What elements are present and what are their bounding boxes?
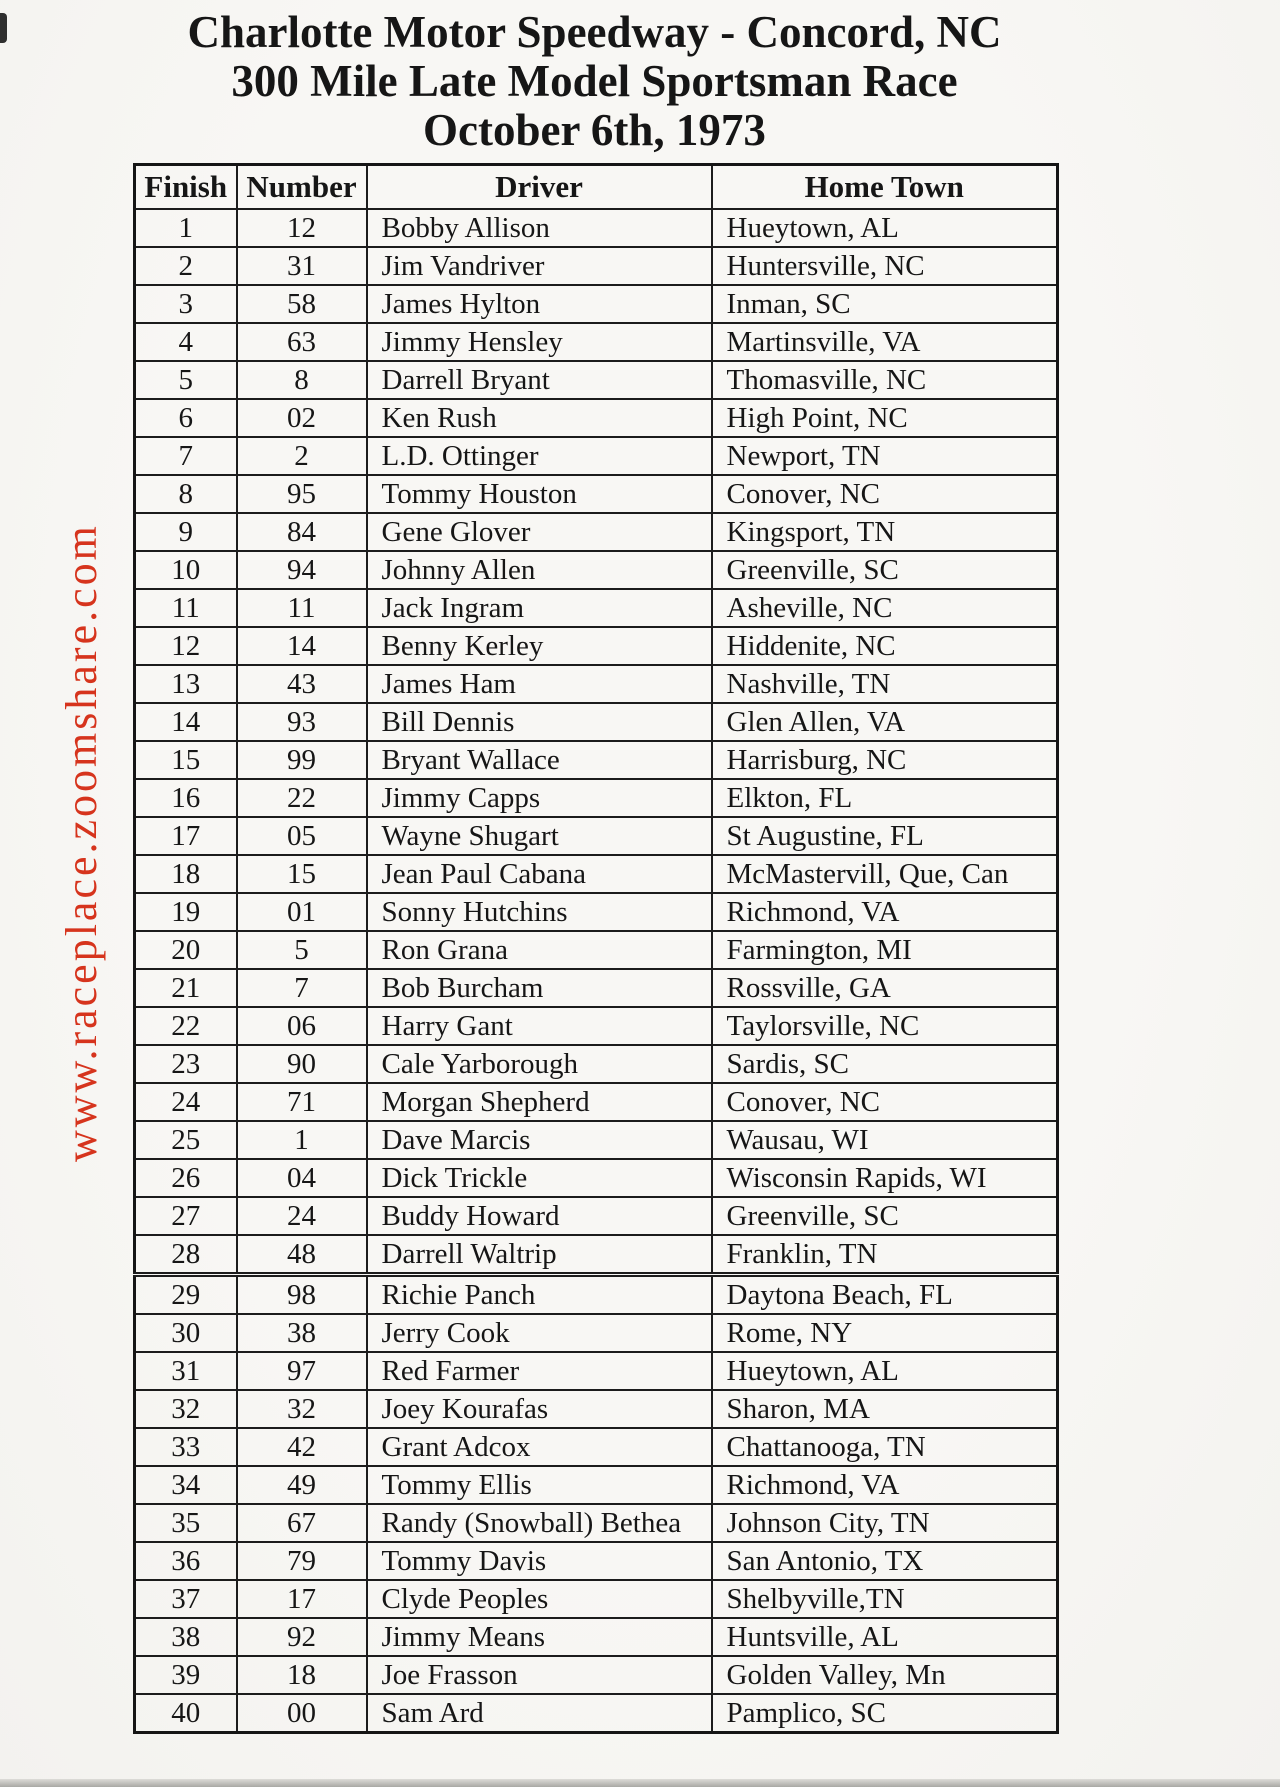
number-cell: 18	[237, 1656, 367, 1694]
title-line-race: 300 Mile Late Model Sportsman Race	[231, 56, 958, 106]
table-row	[135, 1083, 1058, 1121]
driver-cell: Jimmy Means	[367, 1618, 712, 1656]
number-cell: 38	[237, 1314, 367, 1352]
table-row	[135, 931, 1058, 969]
number-cell: 12	[237, 209, 367, 247]
driver-cell: Jack Ingram	[367, 589, 712, 627]
table-row	[135, 361, 1058, 399]
number-cell: 48	[237, 1235, 367, 1275]
table-row	[135, 1656, 1058, 1694]
number-cell: 32	[237, 1390, 367, 1428]
home-town-cell: Inman, SC	[712, 285, 1058, 323]
home-town-cell: Kingsport, TN	[712, 513, 1058, 551]
finish-cell: 28	[135, 1235, 237, 1275]
table-row	[135, 1428, 1058, 1466]
title-line-track: Charlotte Motor Speedway - Concord, NC	[187, 7, 1002, 57]
table-row	[135, 665, 1058, 703]
home-town-cell: Harrisburg, NC	[712, 741, 1058, 779]
title-line-date: October 6th, 1973	[423, 105, 766, 155]
number-cell: 94	[237, 551, 367, 589]
driver-cell: Jimmy Capps	[367, 779, 712, 817]
driver-cell: Richie Panch	[367, 1275, 712, 1315]
table-row	[135, 1121, 1058, 1159]
home-town-cell: Huntsville, AL	[712, 1618, 1058, 1656]
driver-cell: Clyde Peoples	[367, 1580, 712, 1618]
home-town-cell: Johnson City, TN	[712, 1504, 1058, 1542]
number-cell: 43	[237, 665, 367, 703]
home-town-cell: Chattanooga, TN	[712, 1428, 1058, 1466]
watermark-url: www.raceplace.zoomshare.com	[57, 523, 106, 1162]
driver-cell: Cale Yarborough	[367, 1045, 712, 1083]
finish-cell: 23	[135, 1045, 237, 1083]
driver-cell: Ken Rush	[367, 399, 712, 437]
number-cell: 00	[237, 1694, 367, 1733]
finish-cell: 1	[135, 209, 237, 247]
finish-cell: 29	[135, 1275, 237, 1315]
home-town-cell: Franklin, TN	[712, 1235, 1058, 1275]
number-cell: 14	[237, 627, 367, 665]
driver-cell: Ron Grana	[367, 931, 712, 969]
driver-cell: Jerry Cook	[367, 1314, 712, 1352]
driver-cell: Randy (Snowball) Bethea	[367, 1504, 712, 1542]
finish-cell: 16	[135, 779, 237, 817]
table-header-row	[135, 165, 1058, 210]
number-cell: 67	[237, 1504, 367, 1542]
table-row	[135, 969, 1058, 1007]
driver-cell: Jimmy Hensley	[367, 323, 712, 361]
driver-cell: Sam Ard	[367, 1694, 712, 1733]
number-cell: 02	[237, 399, 367, 437]
number-cell: 24	[237, 1197, 367, 1235]
number-cell: 22	[237, 779, 367, 817]
finish-cell: 26	[135, 1159, 237, 1197]
driver-cell: James Ham	[367, 665, 712, 703]
driver-cell: Joe Frasson	[367, 1656, 712, 1694]
finish-cell: 39	[135, 1656, 237, 1694]
driver-cell: Tommy Ellis	[367, 1466, 712, 1504]
number-cell: 93	[237, 703, 367, 741]
number-cell: 63	[237, 323, 367, 361]
table-row	[135, 513, 1058, 551]
table-row	[135, 247, 1058, 285]
driver-cell: Darrell Waltrip	[367, 1235, 712, 1275]
table-row	[135, 1390, 1058, 1428]
finish-cell: 37	[135, 1580, 237, 1618]
table-row	[135, 893, 1058, 931]
driver-cell: Darrell Bryant	[367, 361, 712, 399]
number-cell: 84	[237, 513, 367, 551]
finish-cell: 18	[135, 855, 237, 893]
home-town-cell: Taylorsville, NC	[712, 1007, 1058, 1045]
table-row	[135, 1504, 1058, 1542]
number-cell: 49	[237, 1466, 367, 1504]
home-town-cell: Elkton, FL	[712, 779, 1058, 817]
column-header-finish: Finish	[135, 165, 237, 210]
number-cell: 98	[237, 1275, 367, 1315]
finish-cell: 2	[135, 247, 237, 285]
home-town-cell: Hueytown, AL	[712, 209, 1058, 247]
table-row	[135, 1007, 1058, 1045]
finish-cell: 8	[135, 475, 237, 513]
finish-cell: 31	[135, 1352, 237, 1390]
number-cell: 97	[237, 1352, 367, 1390]
table-row	[135, 627, 1058, 665]
home-town-cell: Greenville, SC	[712, 551, 1058, 589]
finish-cell: 13	[135, 665, 237, 703]
number-cell: 79	[237, 1542, 367, 1580]
finish-cell: 38	[135, 1618, 237, 1656]
home-town-cell: Newport, TN	[712, 437, 1058, 475]
column-header-driver: Driver	[367, 165, 712, 210]
scan-artifact-mark	[0, 13, 7, 43]
home-town-cell: Rossville, GA	[712, 969, 1058, 1007]
table-row	[135, 209, 1058, 247]
table-row	[135, 285, 1058, 323]
table-row	[135, 703, 1058, 741]
number-cell: 95	[237, 475, 367, 513]
finish-cell: 12	[135, 627, 237, 665]
table-row	[135, 437, 1058, 475]
finish-cell: 14	[135, 703, 237, 741]
driver-cell: Benny Kerley	[367, 627, 712, 665]
table-row	[135, 589, 1058, 627]
driver-cell: Jean Paul Cabana	[367, 855, 712, 893]
finish-cell: 36	[135, 1542, 237, 1580]
home-town-cell: San Antonio, TX	[712, 1542, 1058, 1580]
table-row	[135, 741, 1058, 779]
finish-cell: 11	[135, 589, 237, 627]
number-cell: 7	[237, 969, 367, 1007]
finish-cell: 5	[135, 361, 237, 399]
driver-cell: Joey Kourafas	[367, 1390, 712, 1428]
table-row	[135, 1314, 1058, 1352]
table-row	[135, 1542, 1058, 1580]
driver-cell: Bryant Wallace	[367, 741, 712, 779]
results-table-body	[135, 209, 1058, 1733]
number-cell: 42	[237, 1428, 367, 1466]
number-cell: 1	[237, 1121, 367, 1159]
home-town-cell: Conover, NC	[712, 475, 1058, 513]
table-row	[135, 1618, 1058, 1656]
home-town-cell: Conover, NC	[712, 1083, 1058, 1121]
home-town-cell: Nashville, TN	[712, 665, 1058, 703]
driver-cell: Tommy Davis	[367, 1542, 712, 1580]
driver-cell: Johnny Allen	[367, 551, 712, 589]
home-town-cell: St Augustine, FL	[712, 817, 1058, 855]
table-row	[135, 1352, 1058, 1390]
home-town-cell: Greenville, SC	[712, 1197, 1058, 1235]
table-row	[135, 551, 1058, 589]
driver-cell: Gene Glover	[367, 513, 712, 551]
finish-cell: 17	[135, 817, 237, 855]
number-cell: 58	[237, 285, 367, 323]
number-cell: 8	[237, 361, 367, 399]
finish-cell: 22	[135, 1007, 237, 1045]
driver-cell: Sonny Hutchins	[367, 893, 712, 931]
finish-cell: 35	[135, 1504, 237, 1542]
finish-cell: 10	[135, 551, 237, 589]
home-town-cell: Hueytown, AL	[712, 1352, 1058, 1390]
number-cell: 06	[237, 1007, 367, 1045]
finish-cell: 21	[135, 969, 237, 1007]
home-town-cell: Richmond, VA	[712, 893, 1058, 931]
finish-cell: 40	[135, 1694, 237, 1733]
table-row	[135, 817, 1058, 855]
home-town-cell: Farmington, MI	[712, 931, 1058, 969]
column-header-number: Number	[237, 165, 367, 210]
number-cell: 11	[237, 589, 367, 627]
finish-cell: 32	[135, 1390, 237, 1428]
number-cell: 17	[237, 1580, 367, 1618]
driver-cell: Wayne Shugart	[367, 817, 712, 855]
home-town-cell: Shelbyville,TN	[712, 1580, 1058, 1618]
table-row	[135, 1159, 1058, 1197]
number-cell: 15	[237, 855, 367, 893]
number-cell: 99	[237, 741, 367, 779]
finish-cell: 15	[135, 741, 237, 779]
table-row	[135, 1235, 1058, 1275]
home-town-cell: Sharon, MA	[712, 1390, 1058, 1428]
finish-cell: 25	[135, 1121, 237, 1159]
finish-cell: 30	[135, 1314, 237, 1352]
driver-cell: Dick Trickle	[367, 1159, 712, 1197]
home-town-cell: Huntersville, NC	[712, 247, 1058, 285]
number-cell: 92	[237, 1618, 367, 1656]
table-row	[135, 399, 1058, 437]
finish-cell: 27	[135, 1197, 237, 1235]
driver-cell: Tommy Houston	[367, 475, 712, 513]
home-town-cell: Wausau, WI	[712, 1121, 1058, 1159]
finish-cell: 9	[135, 513, 237, 551]
home-town-cell: Asheville, NC	[712, 589, 1058, 627]
driver-cell: James Hylton	[367, 285, 712, 323]
home-town-cell: McMastervill, Que, Can	[712, 855, 1058, 893]
results-table	[133, 163, 1059, 1734]
table-row	[135, 855, 1058, 893]
home-town-cell: Wisconsin Rapids, WI	[712, 1159, 1058, 1197]
home-town-cell: Richmond, VA	[712, 1466, 1058, 1504]
finish-cell: 34	[135, 1466, 237, 1504]
table-row	[135, 1045, 1058, 1083]
home-town-cell: Martinsville, VA	[712, 323, 1058, 361]
number-cell: 5	[237, 931, 367, 969]
table-row	[135, 1580, 1058, 1618]
finish-cell: 4	[135, 323, 237, 361]
number-cell: 71	[237, 1083, 367, 1121]
driver-cell: Harry Gant	[367, 1007, 712, 1045]
home-town-cell: Daytona Beach, FL	[712, 1275, 1058, 1315]
page-title	[133, 8, 1056, 155]
finish-cell: 33	[135, 1428, 237, 1466]
table-row	[135, 1466, 1058, 1504]
finish-cell: 3	[135, 285, 237, 323]
table-row	[135, 475, 1058, 513]
driver-cell: Dave Marcis	[367, 1121, 712, 1159]
scan-bottom-edge	[0, 1779, 1280, 1787]
home-town-cell: Glen Allen, VA	[712, 703, 1058, 741]
driver-cell: Bobby Allison	[367, 209, 712, 247]
driver-cell: Morgan Shepherd	[367, 1083, 712, 1121]
number-cell: 01	[237, 893, 367, 931]
number-cell: 05	[237, 817, 367, 855]
driver-cell: Bob Burcham	[367, 969, 712, 1007]
driver-cell: Grant Adcox	[367, 1428, 712, 1466]
driver-cell: L.D. Ottinger	[367, 437, 712, 475]
number-cell: 90	[237, 1045, 367, 1083]
finish-cell: 7	[135, 437, 237, 475]
home-town-cell: Thomasville, NC	[712, 361, 1058, 399]
home-town-cell: Sardis, SC	[712, 1045, 1058, 1083]
home-town-cell: Rome, NY	[712, 1314, 1058, 1352]
table-row	[135, 1197, 1058, 1235]
table-row	[135, 323, 1058, 361]
home-town-cell: Hiddenite, NC	[712, 627, 1058, 665]
finish-cell: 20	[135, 931, 237, 969]
column-header-hometown: Home Town	[712, 165, 1058, 210]
table-row	[135, 1694, 1058, 1733]
number-cell: 31	[237, 247, 367, 285]
driver-cell: Jim Vandriver	[367, 247, 712, 285]
driver-cell: Red Farmer	[367, 1352, 712, 1390]
finish-cell: 19	[135, 893, 237, 931]
home-town-cell: Pamplico, SC	[712, 1694, 1058, 1733]
driver-cell: Bill Dennis	[367, 703, 712, 741]
number-cell: 2	[237, 437, 367, 475]
home-town-cell: Golden Valley, Mn	[712, 1656, 1058, 1694]
finish-cell: 24	[135, 1083, 237, 1121]
driver-cell: Buddy Howard	[367, 1197, 712, 1235]
finish-cell: 6	[135, 399, 237, 437]
home-town-cell: High Point, NC	[712, 399, 1058, 437]
table-row	[135, 779, 1058, 817]
number-cell: 04	[237, 1159, 367, 1197]
table-row	[135, 1275, 1058, 1315]
